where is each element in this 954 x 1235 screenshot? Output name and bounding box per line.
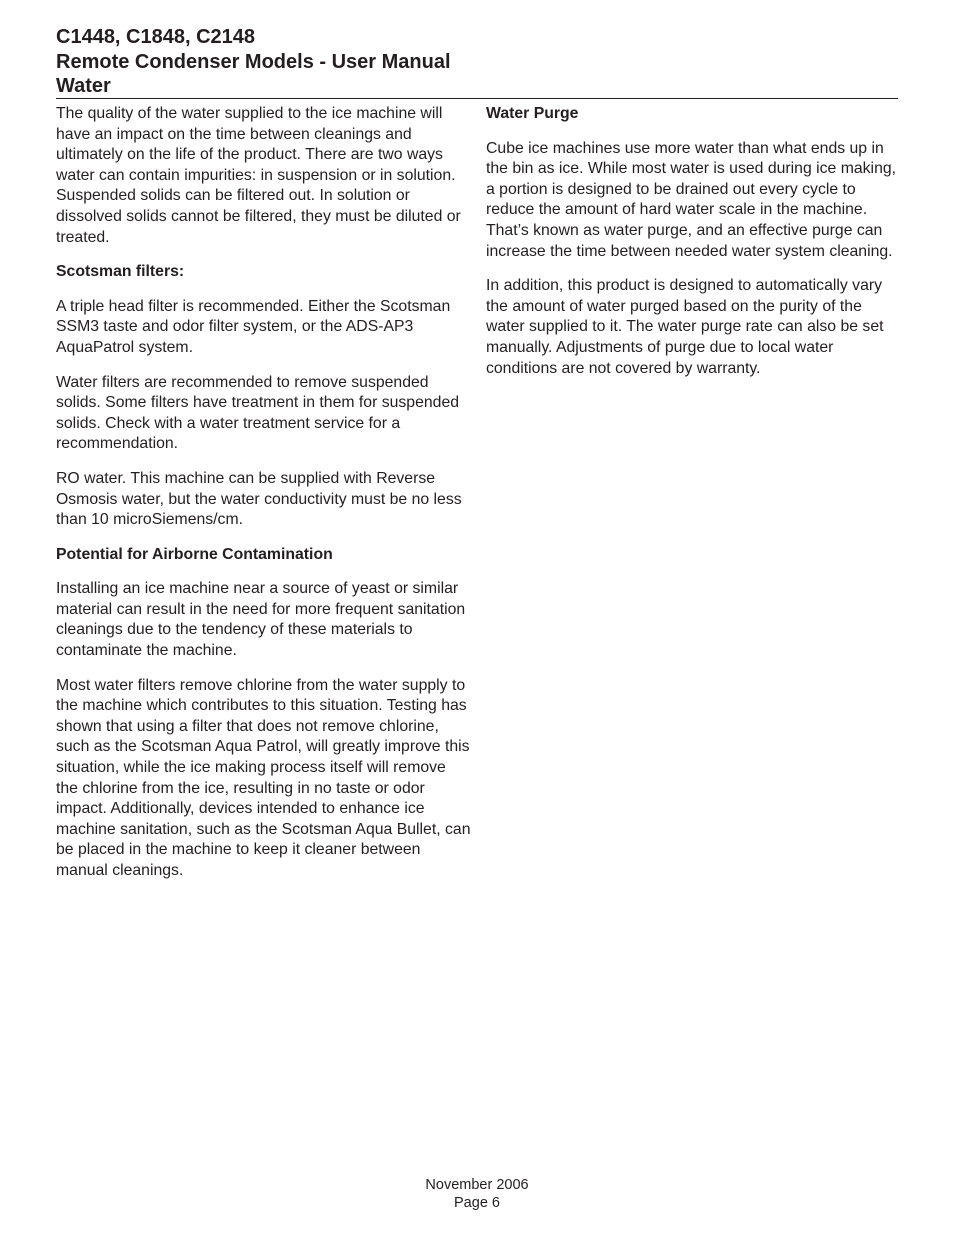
right-column (486, 104, 904, 393)
footer-date: November 2006 (425, 1177, 529, 1193)
model-numbers: C1448, C1848, C2148 (56, 26, 256, 48)
manual-title: Remote Condenser Models - User Manual (56, 51, 451, 73)
intro-paragraph: The quality of the water supplied to the ice machine will have an impact on the time between cleanings and ultimately on the life of the product. There are two ways water can contain impurities: in suspension or in solution. Suspended solids can be filtered out. In solution or dissolved solids cannot be filtered, they must be diluted or treated. (56, 105, 461, 246)
left-column (56, 104, 472, 896)
scotsman-filters-heading: Scotsman filters: (56, 263, 185, 281)
airborne-paragraph-1: Installing an ice machine near a source of yeast or similar material can result in the need for more frequent sanitation cleanings due to the tendency of these materials to contaminate the machine. (56, 580, 466, 660)
airborne-paragraph-2: Most water filters remove chlorine from the water supply to the machine which contributes to this situation. Testing has shown that using a filter that does not remove chlorine, such as the Scotsman Aqua Patrol, will greatly improve this situation, while the ice making process itself will remove the chlorine from the ice, resulting in no taste or odor impact. Additionally, devices intended to enhance ice machine sanitation, such as the Scotsman Aqua Bullet, can be placed in the machine to keep it cleaner between manual cleanings. (56, 676, 471, 879)
filters-paragraph-2: Water filters are recommended to remove suspended solids. Some filters have treatment in them for suspended solids. Check with a water treatment service for a recommendation. (56, 373, 460, 453)
water-purge-heading: Water Purge (486, 105, 579, 122)
page-header (56, 25, 898, 99)
filters-paragraph-1: A triple head filter is recommended. Either the Scotsman SSM3 taste and odor filter system, or the ADS-AP3 AquaPatrol system. (56, 297, 451, 356)
purge-paragraph-2: In addition, this product is designed to automatically vary the amount of water purged based on the purity of the water supplied to it. The water purge rate can also be set manually. Adjustments of purge due to local water conditions are not covered by warranty. (486, 277, 884, 377)
airborne-contamination-heading: Potential for Airborne Contamination (56, 545, 333, 563)
ro-water-paragraph: RO water. This machine can be supplied with Reverse Osmosis water, but the water conductivity must be no less than 10 microSiemens/cm. (56, 469, 462, 529)
page-footer (0, 1176, 954, 1212)
purge-paragraph-1: Cube ice machines use more water than what ends up in the bin as ice. While most water is used during ice making, a portion is designed to be drained out every cycle to reduce the amount of hard water scale in the machine. That’s known as water purge, and an effective purge can increase the time between needed water system cleaning. (486, 139, 897, 260)
page-number: Page 6 (454, 1195, 500, 1211)
section-title: Water (56, 75, 111, 97)
